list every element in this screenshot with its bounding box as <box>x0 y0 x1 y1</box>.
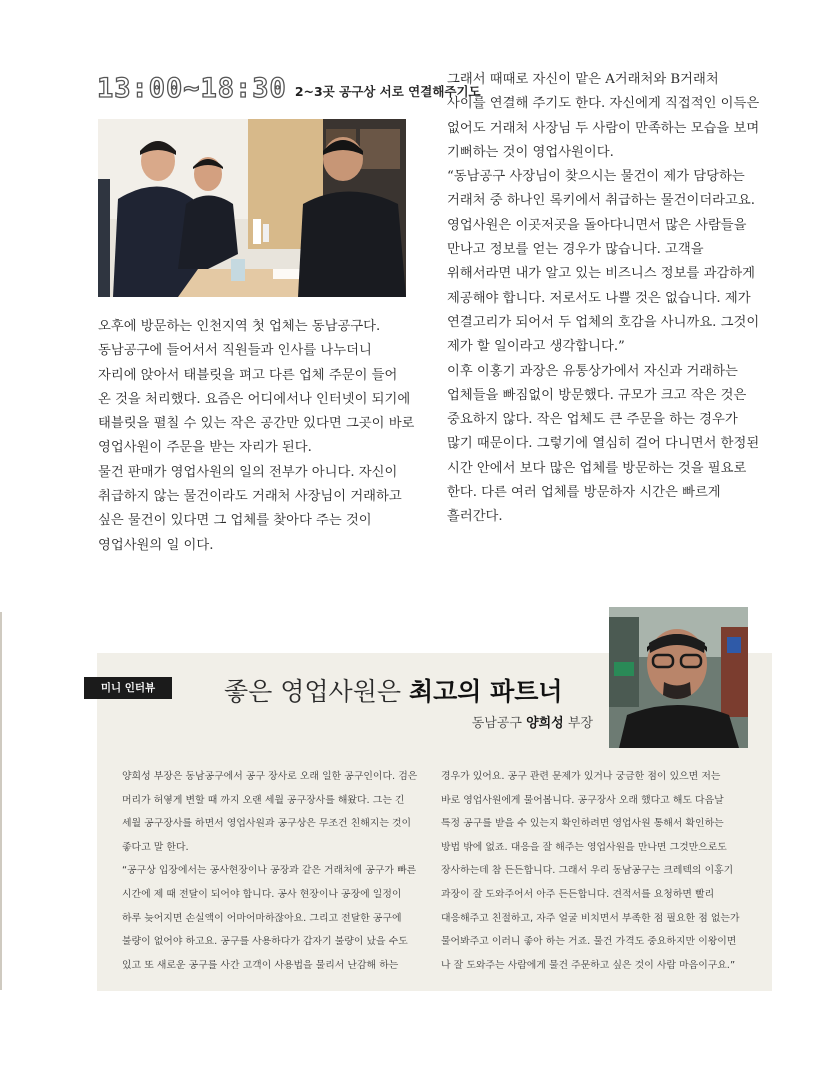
paragraph-line: 취급하지 않는 물건이라도 거래처 사장님이 거래하고 <box>98 489 402 505</box>
mini-interview-badge: 미니 인터뷰 <box>84 677 172 699</box>
interview-line: 시간에 제 때 전달이 되어야 합니다. 공사 현장이나 공장에 일정이 <box>122 888 402 900</box>
page-edge-bar <box>0 612 2 990</box>
time-header <box>97 74 481 104</box>
paragraph-line: 업체들을 빠짐없이 방문했다. 규모가 크고 작은 것은 <box>447 387 747 403</box>
paragraph-line: 영업사원의 일 이다. <box>98 537 214 553</box>
paragraph-line: 한다. 다른 여러 업체를 방문하자 시간은 빠르게 <box>447 485 721 501</box>
paragraph-line: 영업사원이 주문을 받는 자리가 된다. <box>98 440 312 456</box>
paragraph-line: 연결고리가 되어서 두 업체의 호감을 사니까요. 그것이 <box>447 314 760 330</box>
paragraph-line: 시간 안에서 보다 많은 업체를 방문하는 것을 필요로 <box>447 460 747 476</box>
paragraph-line: 사이를 연결해 주기도 한다. 자신에게 직접적인 이득은 <box>447 96 760 112</box>
interview-line: 과장이 잘 도와주어서 아주 든든합니다. 견적서를 요청하면 빨리 <box>441 888 715 900</box>
paragraph-line: 제가 할 일이라고 생각합니다.” <box>447 339 625 355</box>
paragraph-line: 제공해야 합니다. 저로서도 나쁠 것은 없습니다. 제가 <box>447 290 751 306</box>
paragraph-line: 기뻐하는 것이 영업사원이다. <box>447 144 614 160</box>
interview-line: 있고 또 새로운 공구를 사간 고객이 사용법을 물리서 난감해 하는 <box>122 959 399 971</box>
interview-line: 물어봐주고 이러니 좋아 하는 거죠. 물건 가격도 중요하지만 이왕이면 <box>441 936 737 948</box>
interview-line: “공구상 입장에서는 공사현장이나 공장과 같은 거래처에 공구가 빠른 <box>122 865 417 877</box>
paragraph-line: 이후 이홍기 과장은 유통상가에서 자신과 거래하는 <box>447 363 738 379</box>
interview-line: 양희성 부장은 동남공구에서 공구 장사로 오래 일한 공구인이다. 검은 <box>122 771 418 782</box>
paragraph-line: 물건 판매가 영업사원의 일의 전부가 아니다. 자신이 <box>98 464 398 480</box>
paragraph-line: 그래서 때때로 자신이 맡은 A거래처와 B거래처 <box>447 72 719 87</box>
paragraph-line: 위해서라면 내가 알고 있는 비즈니스 정보를 과감하게 <box>447 266 755 282</box>
interview-line: 대응해주고 친절하고, 자주 얼굴 비치면서 부족한 점 필요한 점 없는가 <box>441 912 740 924</box>
meeting-photo <box>98 119 406 297</box>
byline-company: 동남공구 <box>471 716 527 731</box>
paragraph-line: 흘러간다. <box>447 509 503 525</box>
paragraph-line: 싶은 물건이 있다면 그 업체를 찾아다 주는 것이 <box>98 513 372 529</box>
byline-role: 부장 <box>563 716 593 731</box>
photo-meeting-icon <box>98 119 406 297</box>
interview-line: 하루 늦어지면 손실액이 어마어마하잖아요. 그리고 전달한 공구에 <box>122 912 402 924</box>
title-light: 좋은 영업사원은 <box>224 677 409 706</box>
mini-interview-title <box>224 672 563 708</box>
paragraph-line: 태블릿을 펼칠 수 있는 작은 공간만 있다면 그곳이 바로 <box>98 416 415 432</box>
paragraph-line: 영업사원은 이곳저곳을 돌아다니면서 많은 사람들을 <box>447 217 747 233</box>
paragraph-line: “동남공구 사장님이 찾으시는 물건이 제가 담당하는 <box>447 169 745 185</box>
interviewee-byline <box>472 712 593 731</box>
portrait-icon <box>609 607 748 748</box>
interview-line: 장사하는데 참 든든합니다. 그래서 우리 동남공구는 크레텍의 이홍기 <box>441 865 734 877</box>
byline-name: 양희성 <box>526 716 564 731</box>
interviewee-photo <box>609 607 748 748</box>
paragraph-line: 동남공구에 들어서서 직원들과 인사를 나누더니 <box>98 343 372 359</box>
paragraph-line: 자리에 앉아서 태블릿을 펴고 다른 업체 주문이 들어 <box>98 367 398 383</box>
interview-column-right <box>441 765 758 977</box>
interview-line: 머리가 허옇게 변할 때 까지 오랜 세월 공구장사를 해왔다. 그는 긴 <box>122 794 405 806</box>
paragraph-line: 중요하지 않다. 작은 업체도 큰 주문을 하는 경우가 <box>447 412 738 428</box>
paragraph-line: 많기 때문이다. 그렇기에 열심히 걸어 다니면서 한정된 <box>447 436 760 452</box>
interview-line: 불량이 없어야 하고요. 공구를 사용하다가 갑자기 불량이 났을 수도 <box>122 936 408 948</box>
interview-line: 경우가 있어요. 공구 관련 문제가 있거나 궁금한 점이 있으면 저는 <box>441 771 721 782</box>
article-column-left <box>98 315 416 558</box>
article-column-right <box>447 68 767 530</box>
title-bold: 최고의 파트너 <box>408 677 563 706</box>
paragraph-line: 온 것을 처리했다. 요즘은 어디에서나 인터넷이 되기에 <box>98 391 411 407</box>
paragraph-line: 오후에 방문하는 인천지역 첫 업체는 동남공구다. <box>98 319 381 334</box>
paragraph-line: 없어도 거래처 사장님 두 사람이 만족하는 모습을 보며 <box>447 120 760 136</box>
interview-line: 세월 공구장사를 하면서 영업사원과 공구상은 무조건 친해지는 것이 <box>122 818 412 830</box>
paragraph-line: 만나고 정보를 얻는 경우가 많습니다. 고객을 <box>447 242 704 258</box>
interview-line: 특정 공구를 받을 수 있는지 확인하려면 영업사원 통해서 확인하는 <box>441 818 724 830</box>
paragraph-line: 거래처 중 하나인 록키에서 취급하는 물건이더라고요. <box>447 193 755 209</box>
interview-line: 좋다고 말 한다. <box>122 841 189 853</box>
time-caption: 2~3곳 공구상 서로 연결해주기도 <box>294 84 481 99</box>
interview-line: 나 잘 도와주는 사람에게 물건 주문하고 싶은 것이 사람 마음이구요.” <box>441 959 736 971</box>
interview-line: 방법 밖에 없죠. 대응을 잘 해주는 영업사원을 만나면 그것만으로도 <box>441 841 727 853</box>
interview-line: 바로 영업사원에게 물어봅니다. 공구장사 오래 했다고 해도 다음날 <box>441 794 724 806</box>
time-range: 13:00~18:30 <box>97 73 287 104</box>
interview-column-left <box>122 765 427 977</box>
